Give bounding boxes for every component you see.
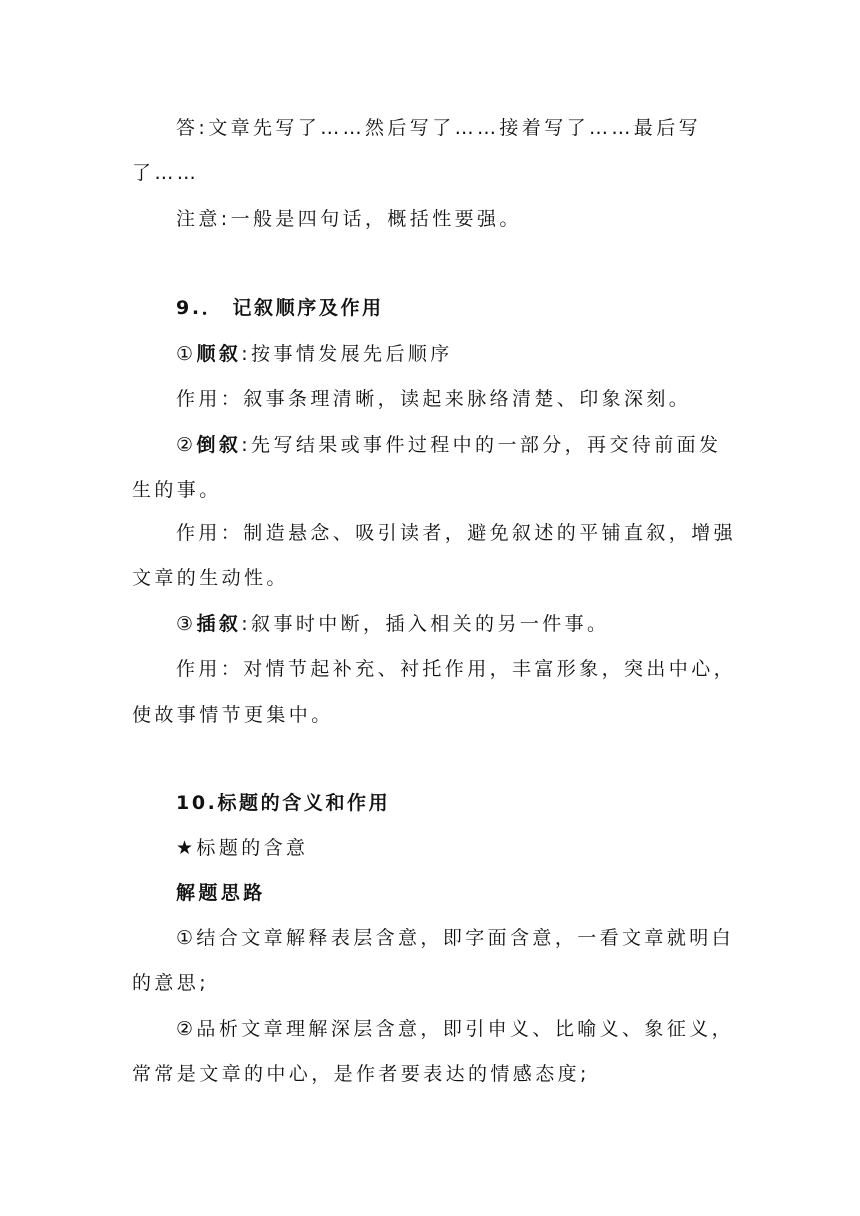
daoxu-effect-line-1: 作用：制造悬念、吸引读者，避免叙述的平铺直叙，增强	[176, 522, 737, 544]
point-1-line-2: 的意思;	[132, 972, 210, 994]
daoxu-term: 倒叙	[196, 434, 242, 456]
daoxu-line-1	[176, 432, 721, 458]
point-2-line-2: 常常是文章的中心，是作者要表达的情感态度;	[132, 1063, 590, 1085]
daoxu-effect-line-2: 文章的生动性。	[132, 567, 289, 589]
answer-text-line-2: 了……	[132, 162, 200, 184]
shunxu-desc: :按事情发展先后顺序	[241, 343, 453, 365]
daoxu-line-2: 生的事。	[132, 479, 222, 501]
shunxu-term: 顺叙	[196, 343, 242, 365]
chaxu-line	[176, 611, 609, 637]
daoxu-desc: :先写结果或事件过程中的一部分，再交待前面发	[241, 434, 722, 456]
approach-label: 解题思路	[176, 882, 266, 904]
point-2-line-1: ②品析文章理解深层含意，即引申义、比喻义、象征义，	[176, 1018, 735, 1040]
shunxu-effect: 作用：叙事条理清晰，读起来脉络清楚、印象深刻。	[176, 388, 692, 410]
section-9-heading: 9.． 记叙顺序及作用	[176, 297, 384, 319]
chaxu-effect-line-1: 作用：对情节起补充、衬托作用，丰富形象，突出中心，	[176, 658, 737, 680]
answer-text-line-1: 答:文章先写了……然后写了……接着写了……最后写	[176, 117, 702, 139]
shunxu-marker: ①	[176, 343, 197, 365]
shunxu-line	[176, 341, 453, 367]
section-10-heading: 10.标题的含义和作用	[176, 792, 391, 814]
point-1-line-1: ①结合文章解释表层含意，即字面含意，一看文章就明白	[176, 927, 735, 949]
section-10-subheading: ★标题的含意	[176, 837, 309, 859]
chaxu-desc: :叙事时中断，插入相关的另一件事。	[241, 613, 610, 635]
chaxu-term: 插叙	[196, 613, 242, 635]
chaxu-effect-line-2: 使故事情节更集中。	[132, 704, 334, 726]
chaxu-marker: ③	[176, 613, 197, 635]
note-text: 注意:一般是四句话，概括性要强。	[176, 208, 522, 230]
daoxu-marker: ②	[176, 434, 197, 456]
